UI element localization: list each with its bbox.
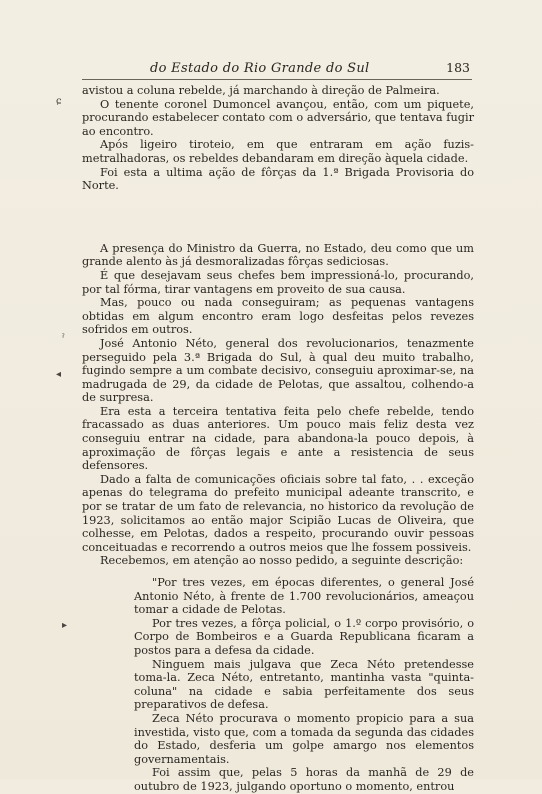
quote-paragraph: Ninguem mais julgava que Zeca Néto pretendesse toma-la. Zeca Néto, entretanto, mantinha vasta "quinta-coluna" na cidade e sabia perfeitamente dos seus preparativos de defesa. <box>134 657 474 712</box>
quote-paragraph: Por tres vezes, a fôrça policial, o 1.º corpo provisório, o Corpo de Bombeiros e a Guarda Republicana ficaram a postos para a defesa da cidade. <box>134 616 474 657</box>
paragraph: Foi esta a ultima ação de fôrças da 1.ª Brigada Provisoria do Norte. <box>82 165 474 193</box>
text-body <box>82 84 474 794</box>
quote-paragraph: Foi assim que, pelas 5 horas da manhã de 29 de outubro de 1923, julgando oportuno o momento, entrou <box>134 766 474 793</box>
paragraph: É que desejavam seus chefes bem impressioná-lo, procurando, por tal fórma, tirar vantagens em proveito de sua causa. <box>82 268 474 296</box>
page-number: 183 <box>446 60 470 75</box>
margin-mark: ˀ <box>62 333 65 344</box>
paragraph: José Antonio Néto, general dos revolucionarios, tenazmente perseguido pela 3.ª Brigada do Sul, à qual deu muito trabalho, fugindo sempre a um combate decisivo, conseguiu aproximar-se, na madrugada de 29, da cidade de Pelotas, que assaltou, colhendo-a de surpresa. <box>82 336 474 405</box>
paragraph: A presença do Ministro da Guerra, no Estado, deu como que um grande alento às já desmoralizadas fôrças sediciosas. <box>82 241 474 269</box>
margin-mark: ◂ <box>56 369 62 380</box>
running-header <box>150 60 470 76</box>
quote-paragraph: Zeca Néto procurava o momento propicio para a sua investida, visto que, com a tomada da segunda das cidades do Estado, desferia um golpe amargo nos elementos governamentais. <box>134 711 474 766</box>
paragraph: O tenente coronel Dumoncel avançou, então, com um piquete, procurando estabelecer contato com o adversário, que tentava fugir ao encontro. <box>82 97 474 138</box>
header-rule <box>82 79 472 80</box>
paragraph: Dado a falta de comunicações oficiais sobre tal fato, . . exceção apenas do telegrama do prefeito municipal adeante transcrito, e por se tratar de um fato de relevancia, no historico da revolução de 1923, solicitamos ao então major Scipião Lucas de Oliveira, que colhesse, em Pelotas, dados a respeito, procurando ouvir pessoas conceituadas e recorrendo a outros meios que lhe fossem possiveis. <box>82 472 474 554</box>
running-title: do Estado do Rio Grande do Sul <box>150 61 370 76</box>
section-gap <box>82 193 474 242</box>
paragraph: Era esta a terceira tentativa feita pelo chefe rebelde, tendo fracassado as duas anteriores. Um pouco mais feliz desta vez conseguiu entrar na cidade, para abandona-la pouco depois, à aproximação de fôrças legais e ante a resistencia de seus defensores. <box>82 404 474 473</box>
block-quote <box>134 576 474 794</box>
margin-mark: ɕ <box>56 96 62 107</box>
margin-mark: ▸ <box>62 620 68 631</box>
paragraph: avistou a coluna rebelde, já marchando à direção de Palmeira. <box>82 84 440 97</box>
paragraph: Mas, pouco ou nada conseguiram; as pequenas vantagens obtidas em algum encontro eram logo desfeitas pelos revezes sofridos em outros. <box>82 296 474 337</box>
paragraph: Após ligeiro tiroteio, em que entraram em ação fuzis-metralhadoras, os rebeldes debandaram em direção àquela cidade. <box>82 138 474 165</box>
paragraph: Recebemos, em atenção ao nosso pedido, a seguinte descrição: <box>100 554 464 568</box>
quote-paragraph: "Por tres vezes, em épocas diferentes, o general José Antonio Néto, à frente de 1.700 revolucionários, ameaçou tomar a cidade de Pelotas. <box>134 576 474 617</box>
